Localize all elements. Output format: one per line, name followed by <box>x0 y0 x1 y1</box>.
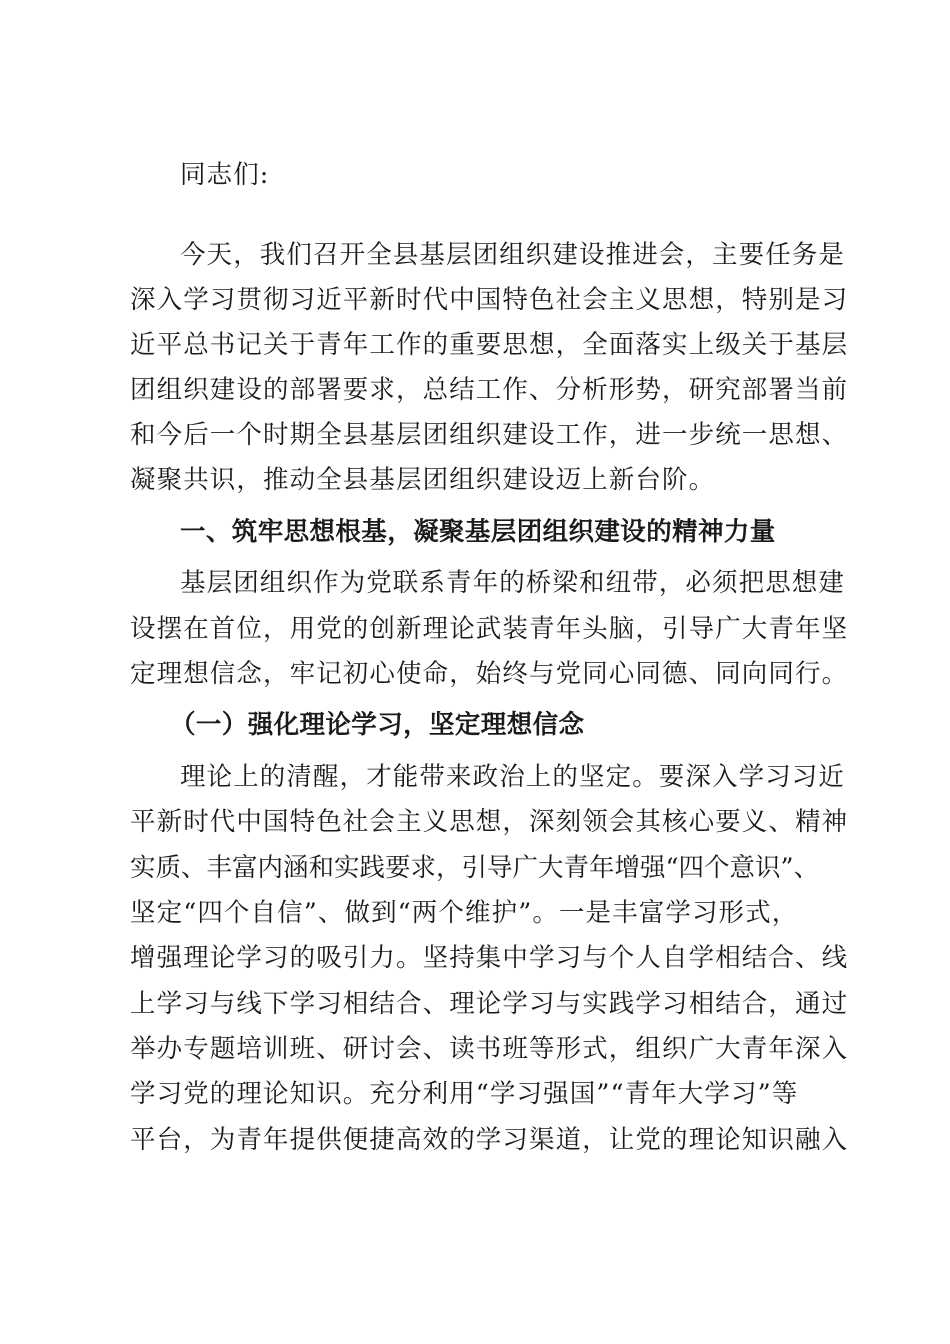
intro-line-6: 凝聚共识，推动全县基层团组织建设迈上新台阶。 <box>130 465 716 495</box>
subsection1-heading: （一）强化理论学习，坚定理想信念 <box>170 710 585 740</box>
section1-line-2: 设摆在首位，用党的创新理论武装青年头脑，引导广大青年坚 <box>130 614 849 644</box>
subsection1-line-2: 平新时代中国特色社会主义思想，深刻领会其核心要义、精神 <box>130 807 849 837</box>
subsection1-line-7: 举办专题培训班、研讨会、读书班等形式，组织广大青年深入 <box>130 1034 849 1064</box>
intro-line-3: 近平总书记关于青年工作的重要思想，全面落实上级关于基层 <box>130 330 849 360</box>
intro-line-4: 团组织建设的部署要求，总结工作、分析形势，研究部署当前 <box>130 375 849 405</box>
subsection1-line-6: 上学习与线下学习相结合、理论学习与实践学习相结合，通过 <box>130 989 849 1019</box>
subsection1-line-5: 增强理论学习的吸引力。坚持集中学习与个人自学相结合、线 <box>130 943 849 973</box>
section1-line-1: 基层团组织作为党联系青年的桥梁和纽带，必须把思想建 <box>180 568 846 598</box>
intro-line-1: 今天，我们召开全县基层团组织建设推进会，主要任务是 <box>180 240 846 270</box>
intro-line-5: 和今后一个时期全县基层团组织建设工作，进一步统一思想、 <box>130 420 849 450</box>
subsection1-line-9: 平台，为青年提供便捷高效的学习渠道，让党的理论知识融入 <box>130 1125 849 1155</box>
subsection1-line-4: 坚定“四个自信”、做到“两个维护”。一是丰富学习形式， <box>130 898 799 928</box>
greeting: 同志们: <box>180 160 270 190</box>
intro-line-2: 深入学习贯彻习近平新时代中国特色社会主义思想，特别是习 <box>130 285 849 315</box>
section1-line-3: 定理想信念，牢记初心使命，始终与党同心同德、同向同行。 <box>130 659 849 689</box>
subsection1-line-3: 实质、丰富内涵和实践要求，引导广大青年增强“四个意识”、 <box>130 853 820 883</box>
section1-heading: 一、筑牢思想根基，凝聚基层团组织建设的精神力量 <box>180 517 776 547</box>
subsection1-line-8: 学习党的理论知识。充分利用“学习强国”“青年大学习”等 <box>130 1079 799 1109</box>
subsection1-line-1: 理论上的清醒，才能带来政治上的坚定。要深入学习习近 <box>180 762 846 792</box>
